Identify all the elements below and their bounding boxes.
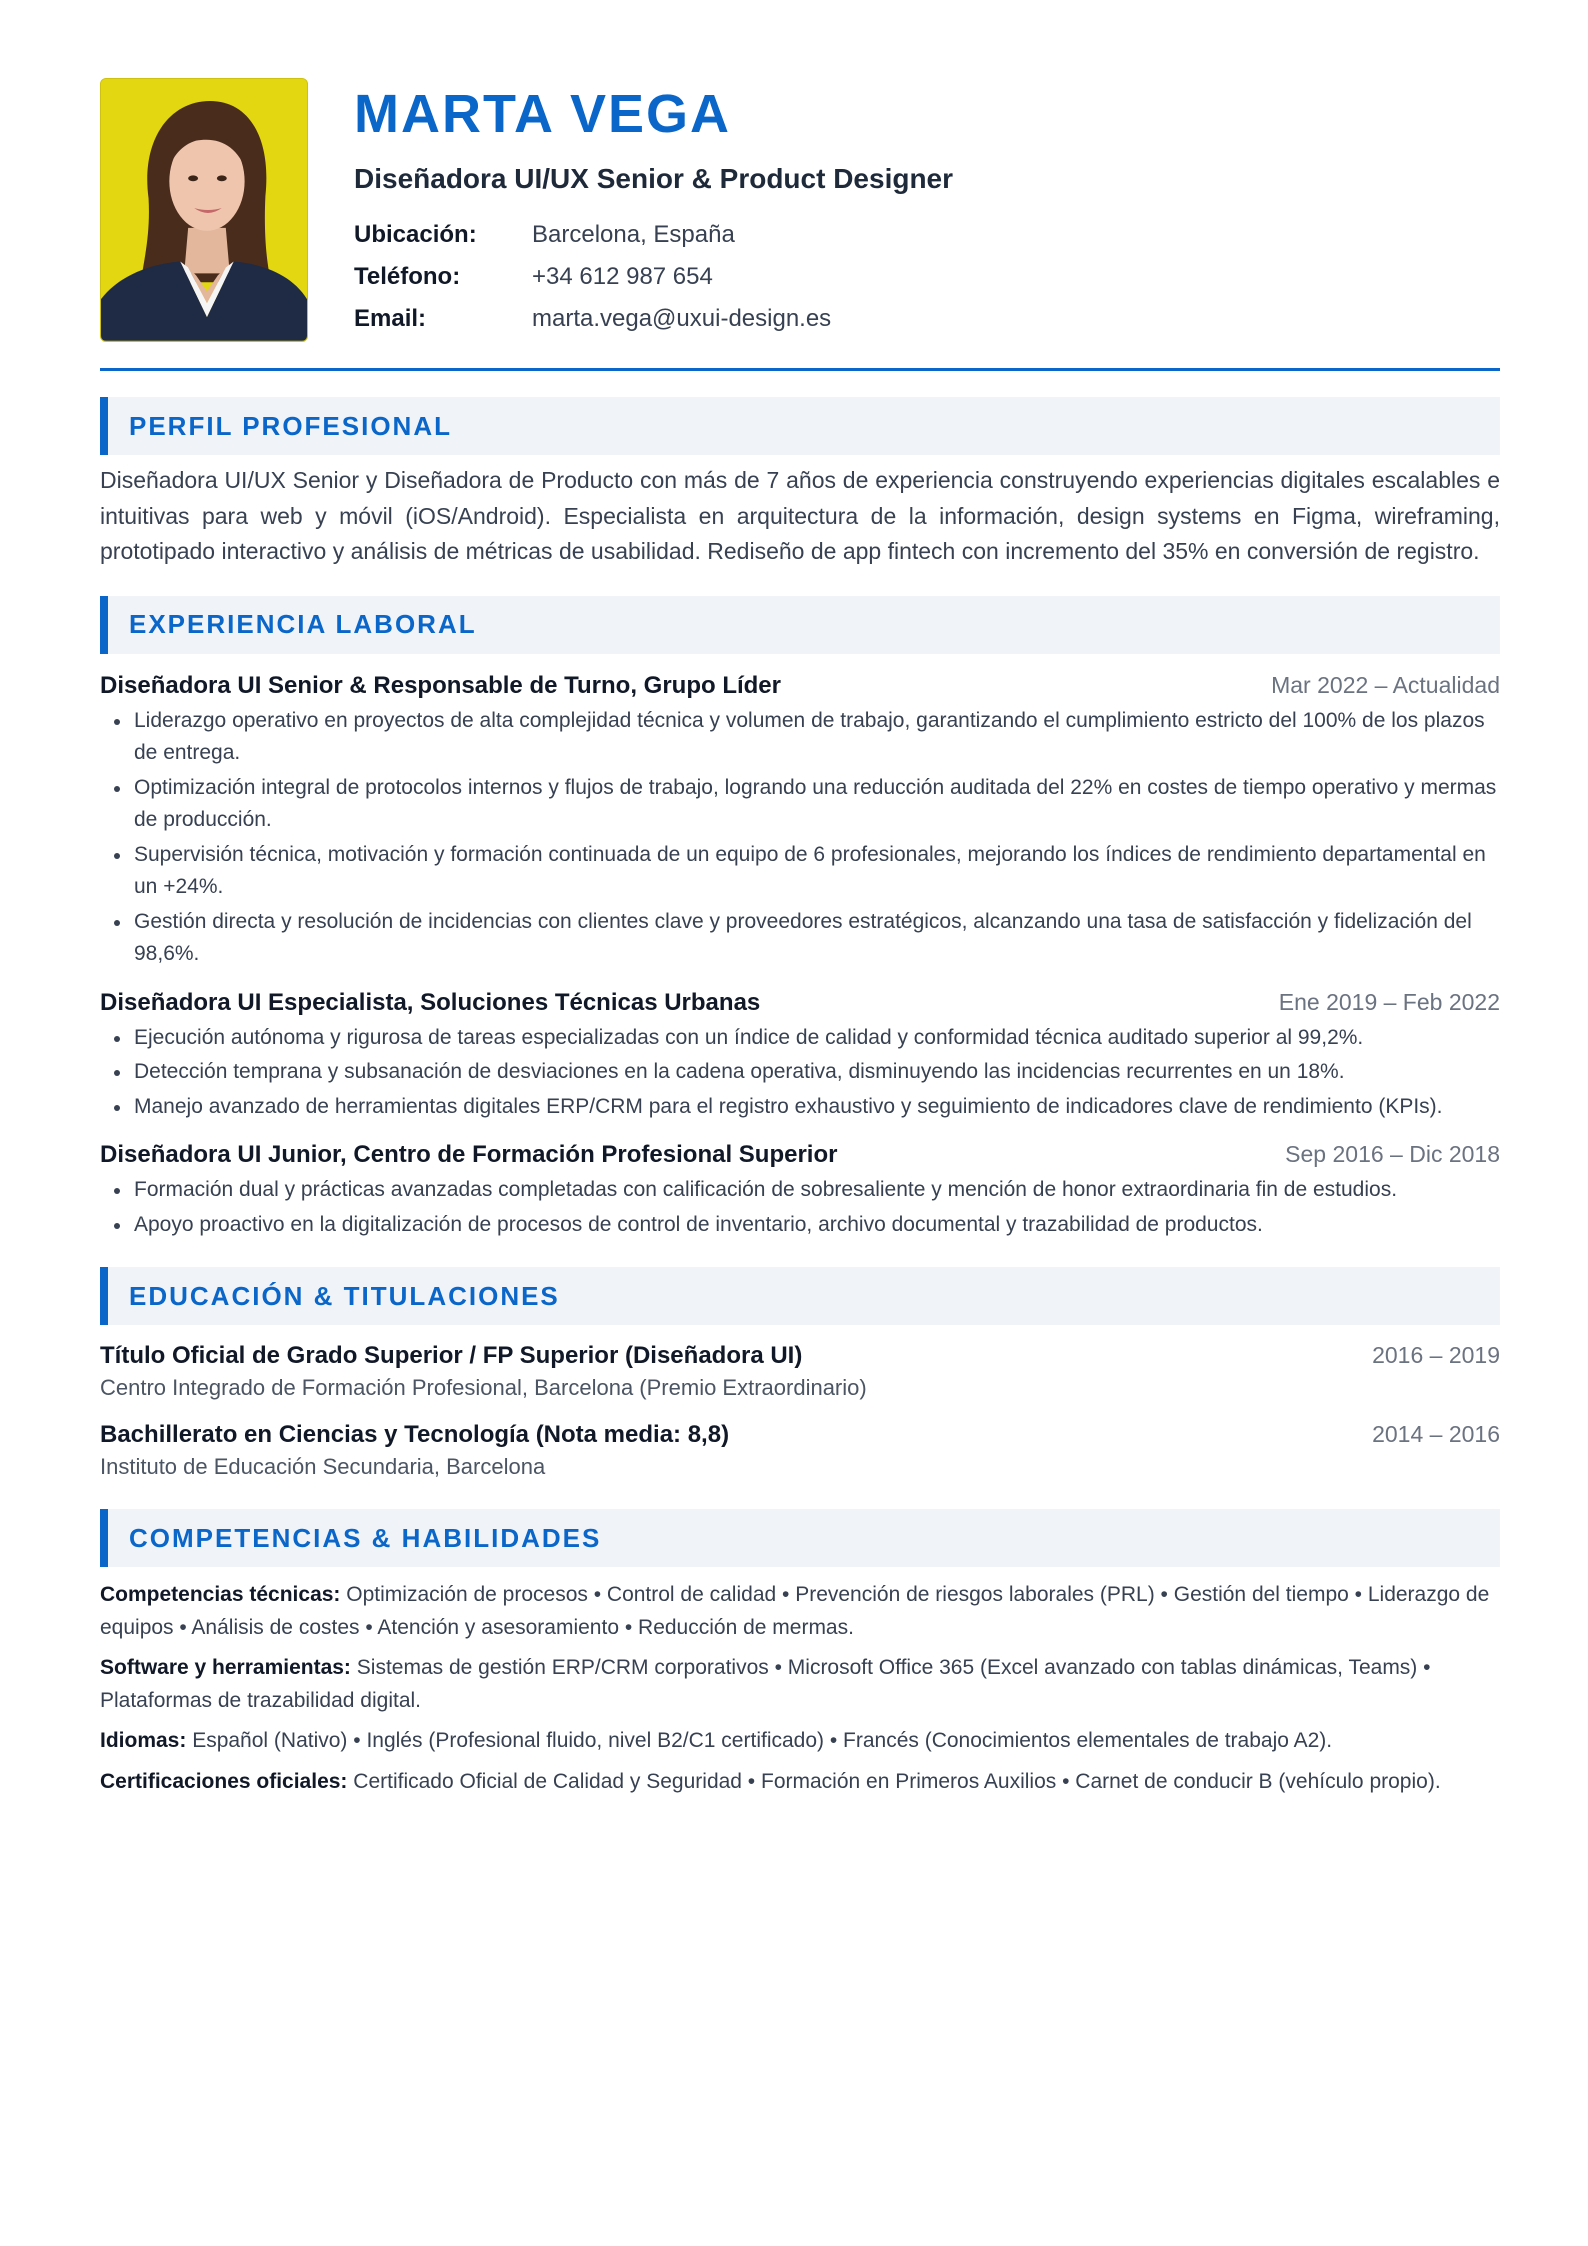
education-entry bbox=[100, 1418, 1500, 1483]
bullet-item: Detección temprana y subsanación de desviaciones en la cadena operativa, disminuyendo las incidencias recurrentes en un 18%. bbox=[100, 1056, 1500, 1089]
section-title: COMPETENCIAS & HABILIDADES bbox=[129, 1522, 602, 1553]
section-title: PERFIL PROFESIONAL bbox=[129, 410, 452, 441]
job-date: Mar 2022 – Actualidad bbox=[1271, 671, 1500, 698]
contact-value: Barcelona, España bbox=[532, 221, 735, 248]
skill-group bbox=[100, 1725, 1500, 1758]
skill-text: Optimización de procesos • Control de calidad • Prevención de riesgos laborales (PRL) • Gestión del tiempo • Liderazgo de equipos • Análisis de costes • Atención y asesoramiento • Reducción de mermas. bbox=[100, 1583, 1490, 1639]
skill-text: Español (Nativo) • Inglés (Profesional fluido, nivel B2/C1 certificado) • Francés (Conocimientos elementales de trabajo A2). bbox=[186, 1729, 1333, 1752]
education-date: 2016 – 2019 bbox=[1372, 1342, 1500, 1368]
job-bullets bbox=[100, 1022, 1500, 1124]
section-header-profile bbox=[100, 397, 1500, 455]
header-info bbox=[354, 78, 953, 340]
education-institution: Centro Integrado de Formación Profesional, Barcelona (Premio Extraordinario) bbox=[100, 1375, 867, 1400]
bullet-item: Supervisión técnica, motivación y formación continuada de un equipo de 6 profesionales, mejorando los índices de rendimiento departamental en un +24%. bbox=[100, 839, 1500, 904]
section-header-skills bbox=[100, 1509, 1500, 1567]
bullet-item: Ejecución autónoma y rigurosa de tareas especializadas con un índice de calidad y conformidad técnica auditado superior al 99,2%. bbox=[100, 1022, 1500, 1055]
skill-label: Idiomas: bbox=[100, 1729, 187, 1752]
job-entry bbox=[100, 1137, 1500, 1241]
job-header bbox=[100, 1137, 1500, 1172]
contact-label: Teléfono: bbox=[354, 263, 461, 290]
skill-text: Sistemas de gestión ERP/CRM corporativos • Microsoft Office 365 (Excel avanzado con tablas dinámicas, Teams) • Plataformas de trazabilidad digital. bbox=[100, 1656, 1431, 1712]
skill-group bbox=[100, 1766, 1500, 1799]
bullet-item: Gestión directa y resolución de incidencias con clientes clave y proveedores estratégicos, alcanzando una tasa de satisfacción y fidelización del 98,6%. bbox=[100, 906, 1500, 971]
job-entry bbox=[100, 668, 1500, 971]
skill-label: Competencias técnicas: bbox=[100, 1583, 341, 1606]
contact-location bbox=[354, 214, 953, 256]
job-date: Sep 2016 – Dic 2018 bbox=[1285, 1141, 1500, 1167]
profile-summary: Diseñadora UI/UX Senior y Diseñadora de Producto con más de 7 años de experiencia construyendo experiencias digitales escalables e intuitivas para web y móvil (iOS/Android). Especialista en arquitectura de la información, design systems en Figma, wireframing, prototipado interactivo y análisis de métricas de usabilidad. Rediseño de app fintech con incremento del 35% en conversión de registro. bbox=[100, 467, 1500, 564]
job-header bbox=[100, 985, 1500, 1020]
education-institution: Instituto de Educación Secundaria, Barcelona bbox=[100, 1454, 546, 1479]
header-divider bbox=[100, 368, 1500, 371]
job-entry bbox=[100, 985, 1500, 1124]
education-date: 2014 – 2016 bbox=[1372, 1421, 1500, 1447]
job-title: Diseñadora UI Especialista, Soluciones Técnicas Urbanas bbox=[100, 988, 761, 1016]
candidate-name: MARTA VEGA bbox=[354, 84, 731, 144]
section-header-education bbox=[100, 1267, 1500, 1325]
job-title: Diseñadora UI Junior, Centro de Formación Profesional Superior bbox=[100, 1141, 838, 1168]
job-date: Ene 2019 – Feb 2022 bbox=[1278, 988, 1500, 1015]
resume-page bbox=[100, 78, 1500, 1806]
skill-label: Software y herramientas: bbox=[100, 1656, 351, 1679]
education-entry bbox=[100, 1339, 1500, 1404]
contact-email bbox=[354, 298, 953, 340]
candidate-title: Diseñadora UI/UX Senior & Product Designer bbox=[354, 163, 954, 194]
contact-list bbox=[354, 214, 953, 340]
section-title: EDUCACIÓN & TITULACIONES bbox=[129, 1280, 560, 1311]
job-header bbox=[100, 668, 1500, 703]
skill-text: Certificado Oficial de Calidad y Seguridad • Formación en Primeros Auxilios • Carnet de conducir B (vehículo propio). bbox=[347, 1769, 1441, 1793]
job-bullets bbox=[100, 1174, 1500, 1241]
contact-phone bbox=[354, 256, 953, 298]
bullet-item: Manejo avanzado de herramientas digitales ERP/CRM para el registro exhaustivo y seguimiento de indicadores clave de rendimiento (KPIs). bbox=[100, 1091, 1500, 1124]
skill-group bbox=[100, 1652, 1500, 1717]
education-title: Bachillerato en Ciencias y Tecnología (Nota media: 8,8) bbox=[100, 1421, 730, 1448]
section-title: EXPERIENCIA LABORAL bbox=[129, 609, 477, 639]
contact-label: Email: bbox=[354, 305, 427, 332]
skills-list bbox=[100, 1579, 1500, 1798]
contact-value: marta.vega@uxui-design.es bbox=[532, 305, 832, 332]
bullet-item: Formación dual y prácticas avanzadas completadas con calificación de sobresaliente y mención de honor extraordinaria fin de estudios. bbox=[100, 1174, 1500, 1207]
contact-value: +34 612 987 654 bbox=[532, 263, 713, 290]
bullet-item: Apoyo proactivo en la digitalización de procesos de control de inventario, archivo documental y trazabilidad de productos. bbox=[100, 1209, 1500, 1242]
skill-group bbox=[100, 1579, 1500, 1644]
bullet-item: Liderazgo operativo en proyectos de alta complejidad técnica y volumen de trabajo, garantizando el cumplimiento estricto del 100% de los plazos de entrega. bbox=[100, 705, 1500, 770]
job-title: Diseñadora UI Senior & Responsable de Turno, Grupo Líder bbox=[100, 671, 781, 699]
profile-photo bbox=[100, 78, 308, 342]
job-bullets bbox=[100, 705, 1500, 971]
contact-label: Ubicación: bbox=[354, 221, 477, 248]
bullet-item: Optimización integral de protocolos internos y flujos de trabajo, logrando una reducción auditada del 22% en costes de tiempo operativo y mermas de producción. bbox=[100, 772, 1500, 837]
education-header bbox=[100, 1418, 1500, 1451]
resume-header bbox=[100, 78, 1500, 342]
education-title: Título Oficial de Grado Superior / FP Superior (Diseñadora UI) bbox=[100, 1342, 803, 1369]
education-header bbox=[100, 1339, 1500, 1372]
skill-label: Certificaciones oficiales: bbox=[100, 1769, 348, 1793]
section-header-experience bbox=[100, 596, 1500, 654]
